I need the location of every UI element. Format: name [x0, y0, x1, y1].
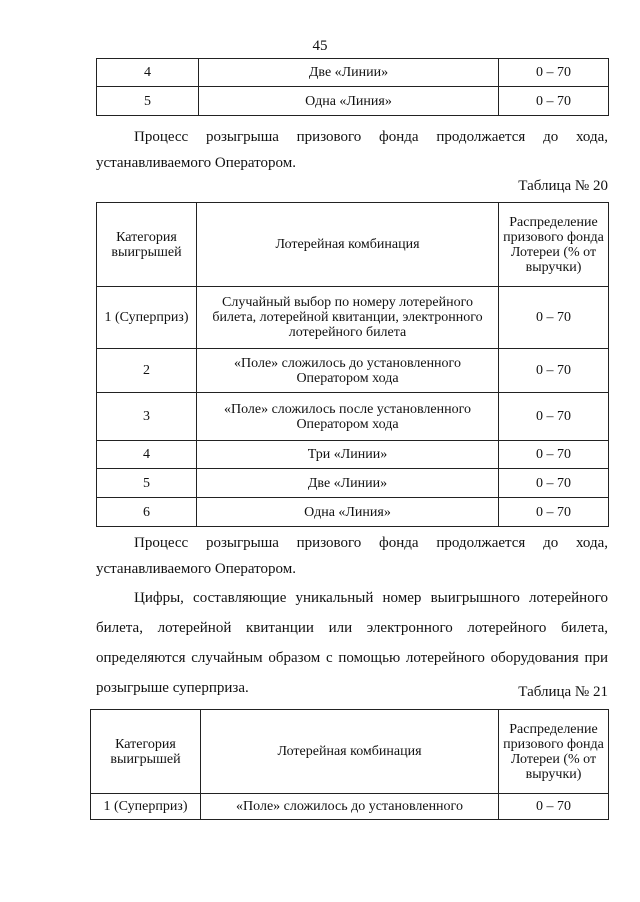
header-combination: Лотерейная комбинация [201, 710, 499, 794]
cell-combination: Две «Линии» [197, 469, 499, 498]
cell-combination: Две «Линии» [199, 59, 499, 87]
cell-category: 3 [97, 393, 197, 441]
cell-distribution: 0 – 70 [499, 349, 609, 393]
paragraph-1: Процесс розыгрыша призового фонда продолжается до хода, устанавливаемого Оператором. [96, 129, 608, 171]
table-20-label: Таблица № 20 [518, 178, 608, 194]
table-row [97, 469, 609, 498]
cell-distribution: 0 – 70 [499, 469, 609, 498]
cell-distribution: 0 – 70 [499, 59, 609, 87]
cell-distribution: 0 – 70 [499, 794, 609, 820]
table-row [91, 794, 609, 820]
header-category: Категория выигрышей [91, 710, 201, 794]
cell-distribution: 0 – 70 [499, 287, 609, 349]
cell-category: 6 [97, 498, 197, 527]
cell-category: 2 [97, 349, 197, 393]
cell-distribution: 0 – 70 [499, 441, 609, 469]
table-continued [96, 58, 609, 116]
table-row [97, 349, 609, 393]
cell-distribution: 0 – 70 [499, 87, 609, 116]
table-row [97, 287, 609, 349]
paragraph-3: Цифры, составляющие уникальный номер выигрышного лотерейного билета, лотерейной квитанции или электронного лотерейного билета, определяются случайным образом с помощью лотерейного оборудования при розыгрыше суперприза. [96, 590, 608, 696]
cell-category: 4 [97, 441, 197, 469]
paragraph-2: Процесс розыгрыша призового фонда продолжается до хода, устанавливаемого Оператором. [96, 535, 608, 577]
table-row [97, 498, 609, 527]
header-distribution: Распределение призового фонда Лотереи (% от выручки) [499, 710, 609, 794]
header-combination: Лотерейная комбинация [197, 203, 499, 287]
table-row [97, 59, 609, 87]
table-21-label: Таблица № 21 [518, 684, 608, 700]
header-category: Категория выигрышей [97, 203, 197, 287]
table-row [97, 393, 609, 441]
page-number: 45 [312, 38, 328, 54]
table-row [97, 441, 609, 469]
cell-combination: Одна «Линия» [199, 87, 499, 116]
cell-combination: Случайный выбор по номеру лотерейного билета, лотерейной квитанции, электронного лотерейного билета [197, 287, 499, 349]
cell-combination: Одна «Линия» [197, 498, 499, 527]
cell-combination: «Поле» сложилось после установленного Оператором хода [197, 393, 499, 441]
table-21 [90, 709, 609, 820]
table-row [97, 87, 609, 116]
cell-category: 1 (Суперприз) [97, 287, 197, 349]
table-header-row [97, 203, 609, 287]
cell-distribution: 0 – 70 [499, 393, 609, 441]
cell-combination: «Поле» сложилось до установленного Оператором хода [197, 349, 499, 393]
header-distribution: Распределение призового фонда Лотереи (% от выручки) [499, 203, 609, 287]
cell-category: 4 [97, 59, 199, 87]
table-header-row [91, 710, 609, 794]
cell-distribution: 0 – 70 [499, 498, 609, 527]
cell-category: 5 [97, 469, 197, 498]
table-20 [96, 202, 609, 527]
cell-category: 1 (Суперприз) [91, 794, 201, 820]
cell-combination: Три «Линии» [197, 441, 499, 469]
cell-combination: «Поле» сложилось до установленного [201, 794, 499, 820]
cell-category: 5 [97, 87, 199, 116]
